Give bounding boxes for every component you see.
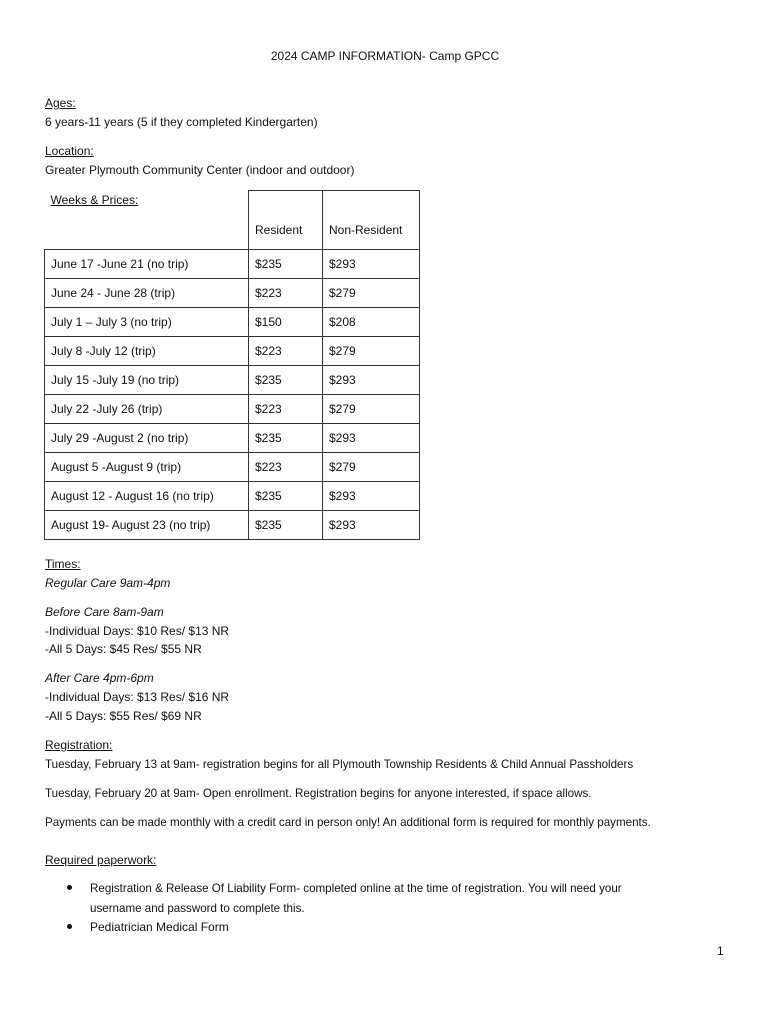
paperwork-item-1-line-1: Registration & Release Of Liability Form- completed online at the time of registration. You will need your — [90, 882, 622, 895]
resident-price-cell: $235 — [249, 366, 323, 395]
resident-price-cell: $235 — [249, 482, 323, 511]
location-text: Greater Plymouth Community Center (indoor and outdoor) — [45, 163, 355, 177]
week-cell: July 22 -July 26 (trip) — [45, 395, 249, 424]
nonresident-price-cell: $279 — [323, 279, 420, 308]
before-care-heading: Before Care 8am-9am — [45, 605, 164, 619]
week-cell: July 1 – July 3 (no trip) — [45, 308, 249, 337]
prices-heading-cell — [45, 191, 249, 250]
resident-column-header: Resident — [249, 191, 323, 250]
table-row — [45, 250, 420, 279]
before-care-individual: -Individual Days: $10 Res/ $13 NR — [45, 624, 230, 638]
ages-text: 6 years-11 years (5 if they completed Kindergarten) — [45, 115, 318, 129]
nonresident-price-cell: $293 — [323, 424, 420, 453]
nonresident-price-cell: $279 — [323, 337, 420, 366]
table-row — [45, 308, 420, 337]
resident-price-cell: $150 — [249, 308, 323, 337]
paperwork-heading: Required paperwork: — [45, 853, 157, 867]
week-cell: July 15 -July 19 (no trip) — [45, 366, 249, 395]
registration-heading: Registration: — [45, 738, 113, 752]
after-care-all: -All 5 Days: $55 Res/ $69 NR — [45, 709, 202, 723]
paperwork-item-1-line-2: username and password to complete this. — [90, 902, 305, 915]
bullet-icon — [67, 885, 72, 890]
resident-price-cell: $223 — [249, 279, 323, 308]
prices-table — [44, 190, 420, 540]
resident-price-cell: $223 — [249, 453, 323, 482]
page-number: 1 — [717, 944, 724, 958]
after-care-heading: After Care 4pm-6pm — [45, 671, 154, 685]
times-heading: Times: — [45, 557, 81, 571]
resident-price-cell: $235 — [249, 511, 323, 540]
week-cell: August 19- August 23 (no trip) — [45, 511, 249, 540]
table-row — [45, 453, 420, 482]
week-cell: August 5 -August 9 (trip) — [45, 453, 249, 482]
table-row — [45, 279, 420, 308]
registration-line-2: Tuesday, February 20 at 9am- Open enrollment. Registration begins for anyone interested, if space allows. — [45, 787, 592, 800]
week-cell: July 8 -July 12 (trip) — [45, 337, 249, 366]
table-row — [45, 337, 420, 366]
nonresident-price-cell: $279 — [323, 395, 420, 424]
table-row — [45, 366, 420, 395]
ages-heading: Ages: — [45, 96, 76, 110]
page-title: 2024 CAMP INFORMATION- Camp GPCC — [270, 49, 500, 63]
resident-price-cell: $235 — [249, 250, 323, 279]
nonresident-column-header: Non-Resident — [323, 191, 420, 250]
nonresident-price-cell: $208 — [323, 308, 420, 337]
location-heading: Location: — [45, 144, 94, 158]
week-cell: July 29 -August 2 (no trip) — [45, 424, 249, 453]
nonresident-price-cell: $293 — [323, 250, 420, 279]
before-care-all: -All 5 Days: $45 Res/ $55 NR — [45, 642, 202, 656]
table-row — [45, 482, 420, 511]
table-row — [45, 395, 420, 424]
registration-line-3: Payments can be made monthly with a credit card in person only! An additional form is required for monthly payments. — [45, 816, 651, 829]
nonresident-price-cell: $279 — [323, 453, 420, 482]
week-cell: August 12 - August 16 (no trip) — [45, 482, 249, 511]
nonresident-price-cell: $293 — [323, 482, 420, 511]
nonresident-price-cell: $293 — [323, 366, 420, 395]
paperwork-item-2: Pediatrician Medical Form — [90, 920, 229, 934]
table-row — [45, 424, 420, 453]
week-cell: June 17 -June 21 (no trip) — [45, 250, 249, 279]
week-cell: June 24 - June 28 (trip) — [45, 279, 249, 308]
prices-heading: Weeks & Prices: — [50, 192, 139, 207]
resident-price-cell: $235 — [249, 424, 323, 453]
resident-price-cell: $223 — [249, 395, 323, 424]
registration-line-1: Tuesday, February 13 at 9am- registration begins for all Plymouth Township Residents & Child Annual Passholders — [45, 758, 634, 771]
resident-price-cell: $223 — [249, 337, 323, 366]
prices-header-row — [45, 191, 420, 250]
nonresident-price-cell: $293 — [323, 511, 420, 540]
table-row — [45, 511, 420, 540]
regular-care-text: Regular Care 9am-4pm — [45, 576, 171, 590]
bullet-icon — [67, 924, 72, 929]
after-care-individual: -Individual Days: $13 Res/ $16 NR — [45, 690, 230, 704]
